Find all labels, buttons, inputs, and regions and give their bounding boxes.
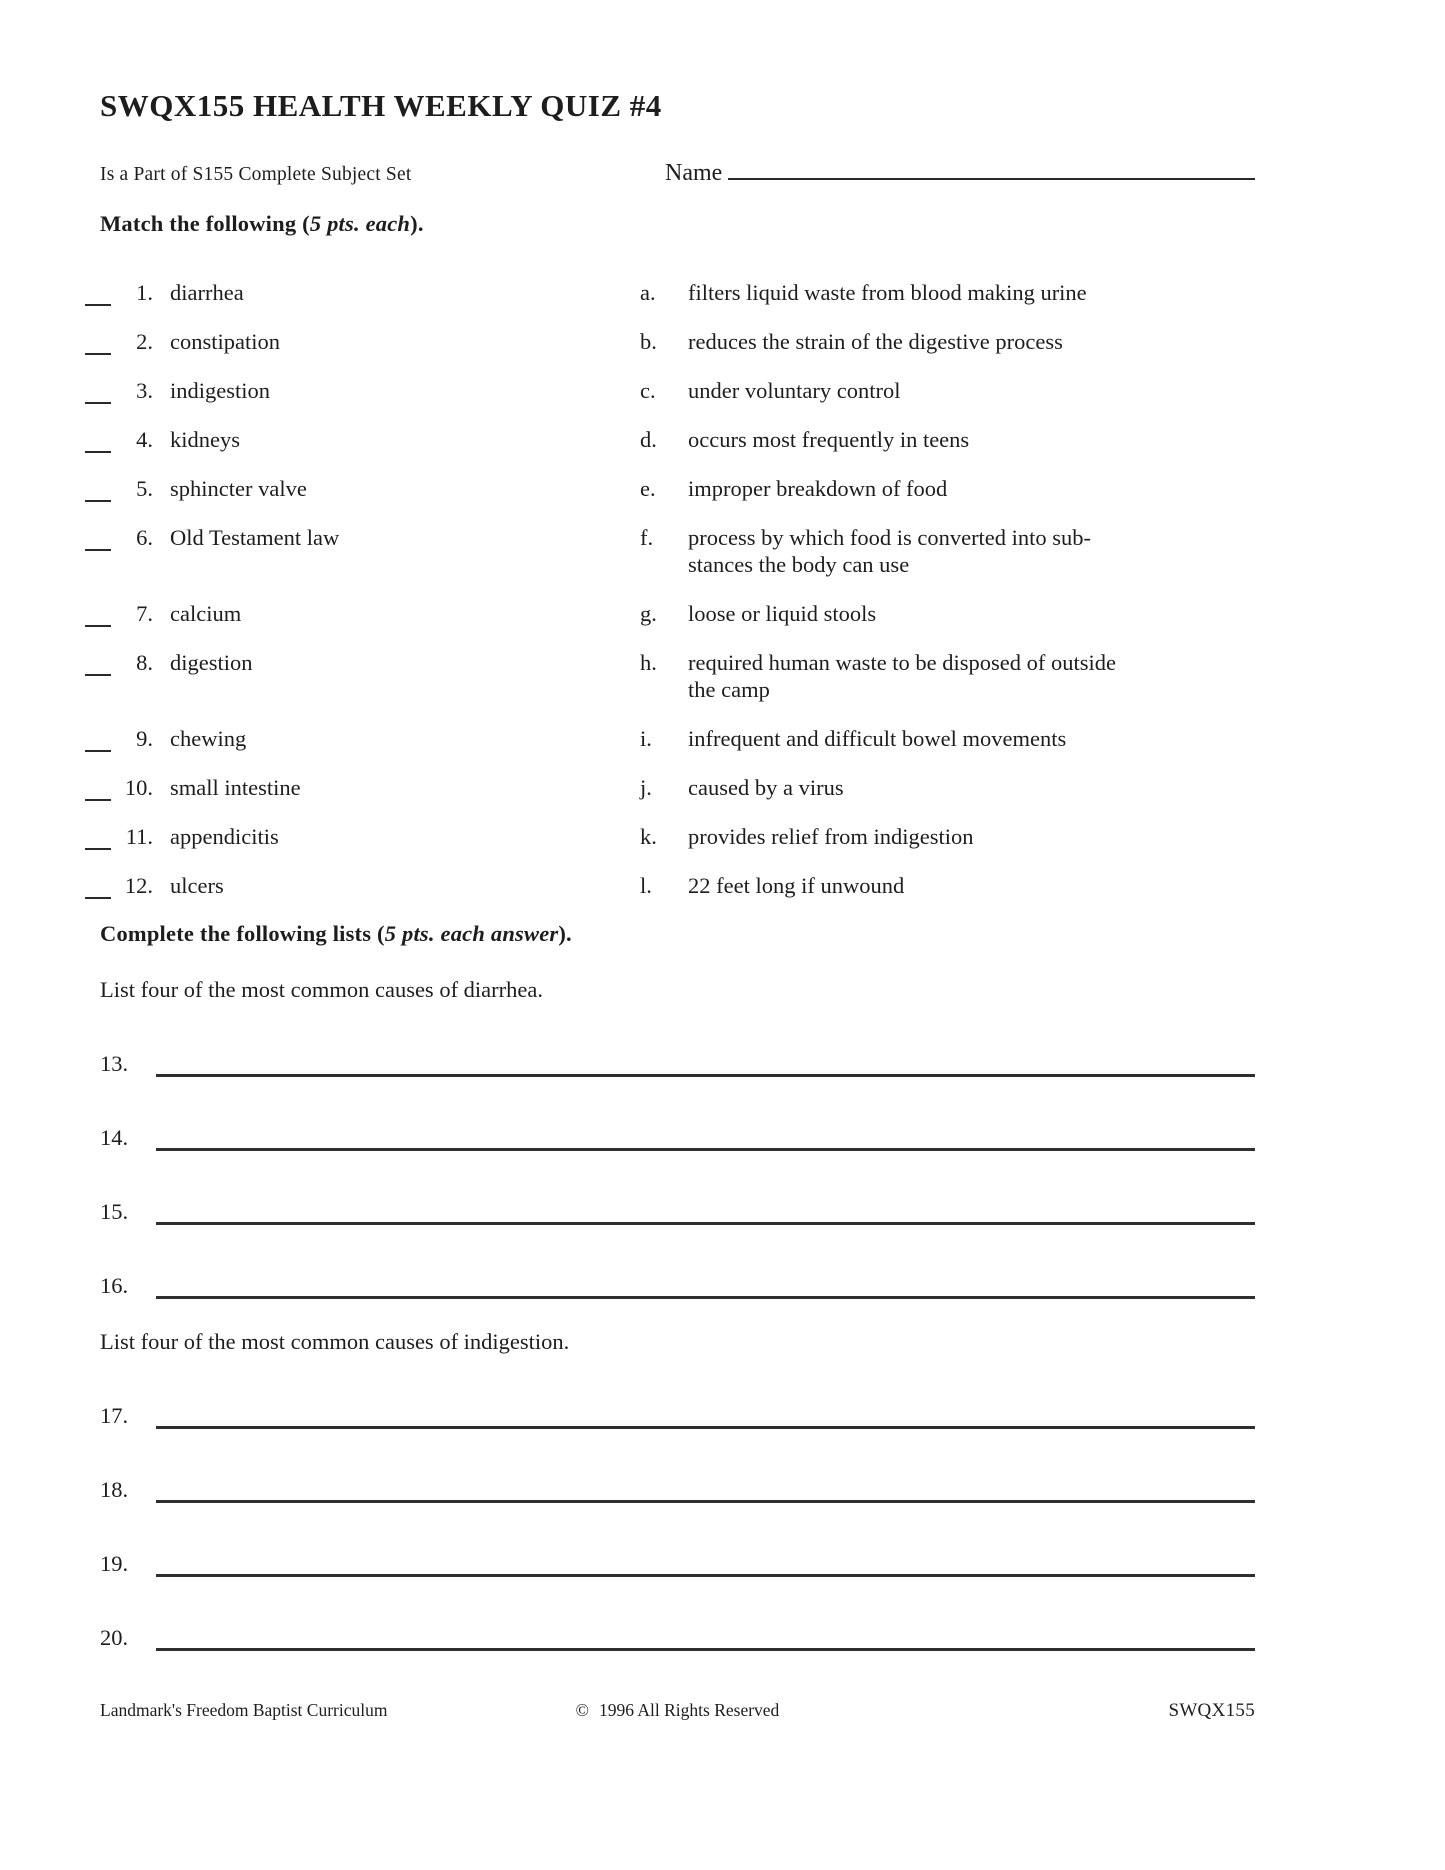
name-label: Name bbox=[665, 159, 723, 186]
def-letter: g. bbox=[640, 600, 657, 626]
match-term-cell bbox=[85, 600, 640, 627]
term-number: 5. bbox=[136, 475, 153, 501]
page-footer bbox=[100, 1700, 1255, 1722]
term-number: 2. bbox=[136, 328, 153, 354]
term-number: 6. bbox=[136, 524, 153, 550]
list-answer-row bbox=[100, 1123, 1255, 1151]
term-label: constipation bbox=[170, 328, 280, 354]
list-answer-row bbox=[100, 1475, 1255, 1503]
def-text bbox=[688, 649, 1255, 703]
answer-blank[interactable] bbox=[85, 331, 111, 355]
term-label: indigestion bbox=[170, 377, 270, 403]
match-row bbox=[85, 823, 1255, 850]
answer-number: 20. bbox=[100, 1624, 129, 1650]
match-row bbox=[85, 524, 1255, 578]
indigestion-causes-section bbox=[85, 1329, 1255, 1651]
term-label: diarrhea bbox=[170, 279, 244, 305]
answer-number: 13. bbox=[100, 1050, 129, 1076]
match-term-cell bbox=[85, 823, 640, 850]
def-line1: caused by a virus bbox=[688, 774, 844, 800]
list-answer-row bbox=[100, 1049, 1255, 1077]
match-row bbox=[85, 279, 1255, 306]
answer-number: 15. bbox=[100, 1198, 129, 1224]
match-row bbox=[85, 377, 1255, 404]
match-term-cell bbox=[85, 725, 640, 752]
match-row bbox=[85, 649, 1255, 703]
list-answer-row bbox=[100, 1401, 1255, 1429]
answer-blank[interactable] bbox=[85, 728, 111, 752]
match-row bbox=[85, 725, 1255, 752]
list-answer-row bbox=[100, 1197, 1255, 1225]
match-term-cell bbox=[85, 524, 640, 578]
def-line1: occurs most frequently in teens bbox=[688, 426, 970, 452]
answer-number: 14. bbox=[100, 1124, 129, 1150]
match-term-cell bbox=[85, 872, 640, 899]
lists-section-heading bbox=[100, 921, 1255, 947]
match-row bbox=[85, 872, 1255, 899]
match-def-cell bbox=[640, 328, 1255, 355]
term-label: kidneys bbox=[170, 426, 240, 452]
def-text bbox=[688, 328, 1255, 355]
term-number: 10. bbox=[124, 774, 153, 800]
def-line1: process by which food is converted into sub- bbox=[688, 524, 1092, 550]
match-row bbox=[85, 475, 1255, 502]
def-letter: b. bbox=[640, 328, 657, 354]
term-number: 4. bbox=[136, 426, 153, 452]
def-line2: the camp bbox=[688, 676, 770, 702]
term-number: 9. bbox=[136, 725, 153, 751]
subtitle: Is a Part of S155 Complete Subject Set bbox=[100, 163, 412, 185]
term-number: 1. bbox=[136, 279, 153, 305]
answer-blank[interactable] bbox=[85, 527, 111, 551]
footer-publisher: Landmark's Freedom Baptist Curriculum bbox=[100, 1700, 388, 1720]
answer-input-line[interactable] bbox=[156, 1123, 1255, 1151]
match-row bbox=[85, 600, 1255, 627]
answer-input-line[interactable] bbox=[156, 1475, 1255, 1503]
term-number: 11. bbox=[125, 823, 153, 849]
def-text bbox=[688, 377, 1255, 404]
match-row bbox=[85, 328, 1255, 355]
def-text bbox=[688, 475, 1255, 502]
def-line1: required human waste to be disposed of outside bbox=[688, 649, 1117, 675]
answer-input-line[interactable] bbox=[156, 1623, 1255, 1651]
answer-blank[interactable] bbox=[85, 777, 111, 801]
def-letter: k. bbox=[640, 823, 657, 849]
match-def-cell bbox=[640, 823, 1255, 850]
match-term-cell bbox=[85, 475, 640, 502]
answer-number: 17. bbox=[100, 1402, 129, 1428]
lists-heading-post: ). bbox=[558, 920, 572, 946]
def-letter: e. bbox=[640, 475, 656, 501]
answer-blank[interactable] bbox=[85, 826, 111, 850]
answer-blank[interactable] bbox=[85, 478, 111, 502]
matching-heading-points: 5 pts. each bbox=[309, 210, 411, 236]
footer-code: SWQX155 bbox=[1168, 1700, 1255, 1721]
def-letter: f. bbox=[640, 524, 654, 550]
footer-copyright bbox=[485, 1700, 870, 1721]
def-text bbox=[688, 725, 1255, 752]
page-content bbox=[0, 88, 1445, 1651]
def-text bbox=[688, 872, 1255, 899]
def-line1: improper breakdown of food bbox=[688, 475, 948, 501]
answer-number: 18. bbox=[100, 1476, 129, 1502]
def-text bbox=[688, 426, 1255, 453]
list-prompt: List four of the most common causes of indigestion. bbox=[100, 1328, 570, 1354]
term-label: digestion bbox=[170, 649, 253, 675]
term-label: sphincter valve bbox=[170, 475, 307, 501]
copyright-text: 1996 All Rights Reserved bbox=[598, 1700, 780, 1720]
term-number: 8. bbox=[136, 649, 153, 675]
def-text bbox=[688, 524, 1255, 578]
answer-input-line[interactable] bbox=[156, 1401, 1255, 1429]
def-line1: loose or liquid stools bbox=[688, 600, 877, 626]
answer-input-line[interactable] bbox=[156, 1197, 1255, 1225]
match-def-cell bbox=[640, 426, 1255, 453]
def-letter: d. bbox=[640, 426, 657, 452]
term-number: 7. bbox=[136, 600, 153, 626]
answer-blank[interactable] bbox=[85, 282, 111, 306]
match-def-cell bbox=[640, 725, 1255, 752]
diarrhea-causes-section bbox=[85, 977, 1255, 1299]
def-line1: 22 feet long if unwound bbox=[688, 872, 905, 898]
def-letter: l. bbox=[640, 872, 652, 898]
term-label: Old Testament law bbox=[170, 524, 340, 550]
answer-blank[interactable] bbox=[85, 652, 111, 676]
lists-heading-points: 5 pts. each answer bbox=[384, 920, 559, 946]
def-text bbox=[688, 823, 1255, 850]
def-line1: infrequent and difficult bowel movements bbox=[688, 725, 1067, 751]
list-prompt: List four of the most common causes of diarrhea. bbox=[100, 976, 544, 1002]
match-def-cell bbox=[640, 279, 1255, 306]
def-text bbox=[688, 279, 1255, 306]
def-line1: filters liquid waste from blood making urine bbox=[688, 279, 1087, 305]
answer-input-line[interactable] bbox=[156, 1049, 1255, 1077]
match-def-cell bbox=[640, 649, 1255, 703]
term-label: small intestine bbox=[170, 774, 301, 800]
def-line2: stances the body can use bbox=[688, 551, 910, 577]
matching-heading-pre: Match the following ( bbox=[100, 210, 310, 236]
term-label: chewing bbox=[170, 725, 247, 751]
match-term-cell bbox=[85, 279, 640, 306]
answer-number: 16. bbox=[100, 1272, 129, 1298]
lists-heading-pre: Complete the following lists ( bbox=[100, 920, 385, 946]
def-line1: reduces the strain of the digestive process bbox=[688, 328, 1063, 354]
list-answer-row bbox=[100, 1271, 1255, 1299]
answer-blank[interactable] bbox=[85, 875, 111, 899]
name-input-line[interactable] bbox=[728, 154, 1255, 180]
def-letter: a. bbox=[640, 279, 656, 305]
matching-section-heading bbox=[100, 211, 1255, 237]
answer-number: 19. bbox=[100, 1550, 129, 1576]
def-letter: c. bbox=[640, 377, 656, 403]
def-line1: provides relief from indigestion bbox=[688, 823, 974, 849]
answer-blank[interactable] bbox=[85, 429, 111, 453]
match-def-cell bbox=[640, 475, 1255, 502]
def-text bbox=[688, 774, 1255, 801]
def-letter: j. bbox=[640, 774, 652, 800]
term-label: ulcers bbox=[170, 872, 224, 898]
match-term-cell bbox=[85, 774, 640, 801]
answer-blank[interactable] bbox=[85, 603, 111, 627]
match-def-cell bbox=[640, 524, 1255, 578]
term-number: 3. bbox=[136, 377, 153, 403]
match-term-cell bbox=[85, 649, 640, 703]
answer-input-line[interactable] bbox=[156, 1549, 1255, 1577]
list-answer-row bbox=[100, 1549, 1255, 1577]
matching-rows bbox=[85, 279, 1255, 899]
def-letter: i. bbox=[640, 725, 652, 751]
term-label: appendicitis bbox=[170, 823, 279, 849]
match-term-cell bbox=[85, 377, 640, 404]
answer-blank[interactable] bbox=[85, 380, 111, 404]
list-answer-row bbox=[100, 1623, 1255, 1651]
copyright-icon: © bbox=[575, 1700, 589, 1720]
match-def-cell bbox=[640, 872, 1255, 899]
match-term-cell bbox=[85, 328, 640, 355]
term-label: calcium bbox=[170, 600, 242, 626]
match-def-cell bbox=[640, 774, 1255, 801]
match-row bbox=[85, 426, 1255, 453]
match-def-cell bbox=[640, 600, 1255, 627]
def-line1: under voluntary control bbox=[688, 377, 901, 403]
term-number: 12. bbox=[124, 872, 153, 898]
page-title: SWQX155 HEALTH WEEKLY QUIZ #4 bbox=[100, 88, 662, 123]
answer-input-line[interactable] bbox=[156, 1271, 1255, 1299]
match-row bbox=[85, 774, 1255, 801]
subtitle-name-row bbox=[100, 154, 1255, 187]
def-letter: h. bbox=[640, 649, 657, 675]
match-def-cell bbox=[640, 377, 1255, 404]
match-term-cell bbox=[85, 426, 640, 453]
matching-heading-post: ). bbox=[410, 210, 424, 236]
def-text bbox=[688, 600, 1255, 627]
